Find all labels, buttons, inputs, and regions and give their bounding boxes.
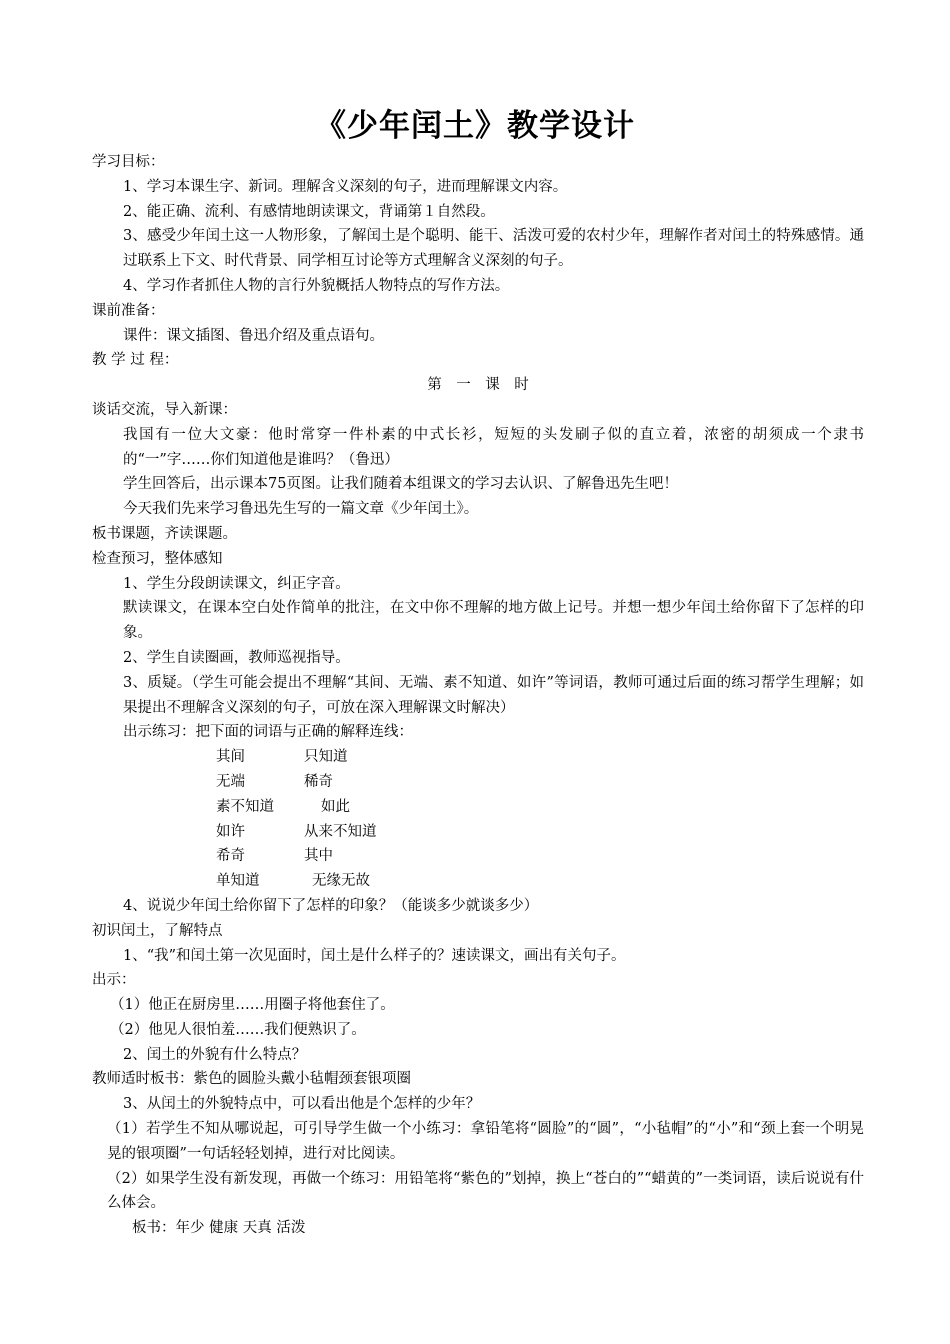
check-step: 4、说说少年闰土给你留下了怎样的印象？（能谈多少就谈多少）	[123, 897, 539, 914]
word-pair	[92, 869, 864, 894]
intro-paragraph: 学生回答后，出示课本75页图。让我们随着本组课文的学习去认识、了解鲁迅先生吧！	[123, 476, 678, 493]
show-item: （2）他见人很怕羞……我们便熟识了。	[110, 1021, 366, 1038]
pair-meaning: 无缘无故	[312, 873, 370, 890]
goal-item: 3、感受少年闰土这一人物形象，了解闰土是个聪明、能干、活泼可爱的农村少年，理解作者对闰土的特殊感情。通过联系上下文、时代背景、同学相互讨论等方式理解含义深刻的句子。	[123, 228, 864, 270]
board-final-line: 板书：年少 健康 天真 活泼	[132, 1220, 306, 1237]
word-pair	[92, 770, 864, 795]
prep-line: 课件：课文插图、鲁迅介绍及重点语句。	[123, 327, 384, 344]
word-pair	[92, 820, 864, 845]
check-step: 1、学生分段朗读课文，纠正字音。	[123, 575, 350, 592]
pair-word: 如许	[216, 823, 245, 840]
pair-word: 单知道	[216, 873, 260, 890]
meet-heading: 初识闰土，了解特点	[92, 922, 223, 939]
check-step: 3、质疑。（学生可能会提出不理解“其间、无端、素不知道、如许”等词语，教师可通过后面的练习帮学生理解；如果提出不理解含义深刻的句子，可放在深入理解课文时解决）	[123, 674, 864, 716]
pair-word: 素不知道	[216, 798, 274, 815]
word-pair	[92, 795, 864, 820]
document-title: 《少年闰土》教学设计	[315, 108, 635, 144]
meet-step: 2、闰土的外貌有什么特点？	[123, 1046, 307, 1063]
check-heading: 检查预习，整体感知	[92, 550, 223, 567]
word-pair	[92, 745, 864, 770]
document-body	[92, 150, 864, 1241]
pair-meaning: 只知道	[304, 749, 348, 766]
check-step: 默读课文，在课本空白处作简单的批注，在文中你不理解的地方做上记号。并想一想少年闰土给你留下了怎样的印象。	[123, 600, 864, 642]
show-item: （1）他正在厨房里……用圈子将他套住了。	[110, 997, 395, 1014]
pair-meaning: 从来不知道	[304, 823, 377, 840]
goal-item: 4、学习作者抓住人物的言行外貌概括人物特点的写作方法。	[123, 277, 510, 294]
goal-item: 1、学习本课生字、新词。理解含义深刻的句子，进而理解课文内容。	[123, 178, 568, 195]
goals-heading: 学习目标：	[92, 154, 165, 170]
exercise-intro: 出示练习：把下面的词语与正确的解释连线：	[123, 724, 413, 741]
show-label: 出示：	[92, 972, 136, 989]
intro-paragraph: 今天我们先来学习鲁迅先生写的一篇文章《少年闰土》。	[123, 501, 479, 518]
word-meaning-list	[92, 745, 864, 894]
pair-meaning: 其中	[304, 848, 333, 865]
goal-item: 2、能正确、流利、有感情地朗读课文，背诵第１自然段。	[123, 203, 495, 220]
word-pair	[92, 844, 864, 869]
meet-step: 3、从闰土的外貌特点中，可以看出他是个怎样的少年？	[123, 1096, 481, 1113]
intro-heading: 谈话交流，导入新课：	[92, 401, 237, 418]
lesson-heading: 第 一 课 时	[427, 377, 529, 394]
meet-step: 1、“我”和闰土第一次见面时，闰土是什么样子的？速读课文，画出有关句子。	[123, 947, 626, 964]
prep-heading: 课前准备：	[92, 302, 165, 319]
meet-substep: （1）若学生不知从哪说起，可引导学生做一个小练习：拿铅笔将“圆脸”的“圆”，“小毡帽”的“小”和“颈上套一个明晃晃的银项圈”一句话轻轻划掉，进行对比阅读。	[107, 1121, 864, 1162]
teacher-board-line: 教师适时板书：紫色的圆脸头戴小毡帽颈套银项圈	[92, 1071, 411, 1088]
pair-word: 希奇	[216, 848, 245, 865]
check-step: 2、学生自读圈画，教师巡视指导。	[123, 649, 350, 666]
pair-meaning: 如此	[321, 798, 350, 815]
board-title-line: 板书课题，齐读课题。	[92, 525, 237, 542]
pair-word: 无端	[216, 773, 245, 790]
pair-word: 其间	[216, 749, 245, 766]
meet-substep: （2）如果学生没有新发现，再做一个练习：用铅笔将“紫色的”划掉，换上“苍白的”“蜡黄的”一类词语，读后说说有什么体会。	[107, 1170, 864, 1212]
intro-paragraph: 我国有一位大文豪：他时常穿一件朴素的中式长衫，短短的头发刷子似的直立着，浓密的胡须成一个隶书的“一”字……你们知道他是谁吗？（鲁迅）	[123, 426, 864, 468]
pair-meaning: 稀奇	[304, 773, 333, 790]
process-heading: 教 学 过 程：	[92, 352, 179, 369]
